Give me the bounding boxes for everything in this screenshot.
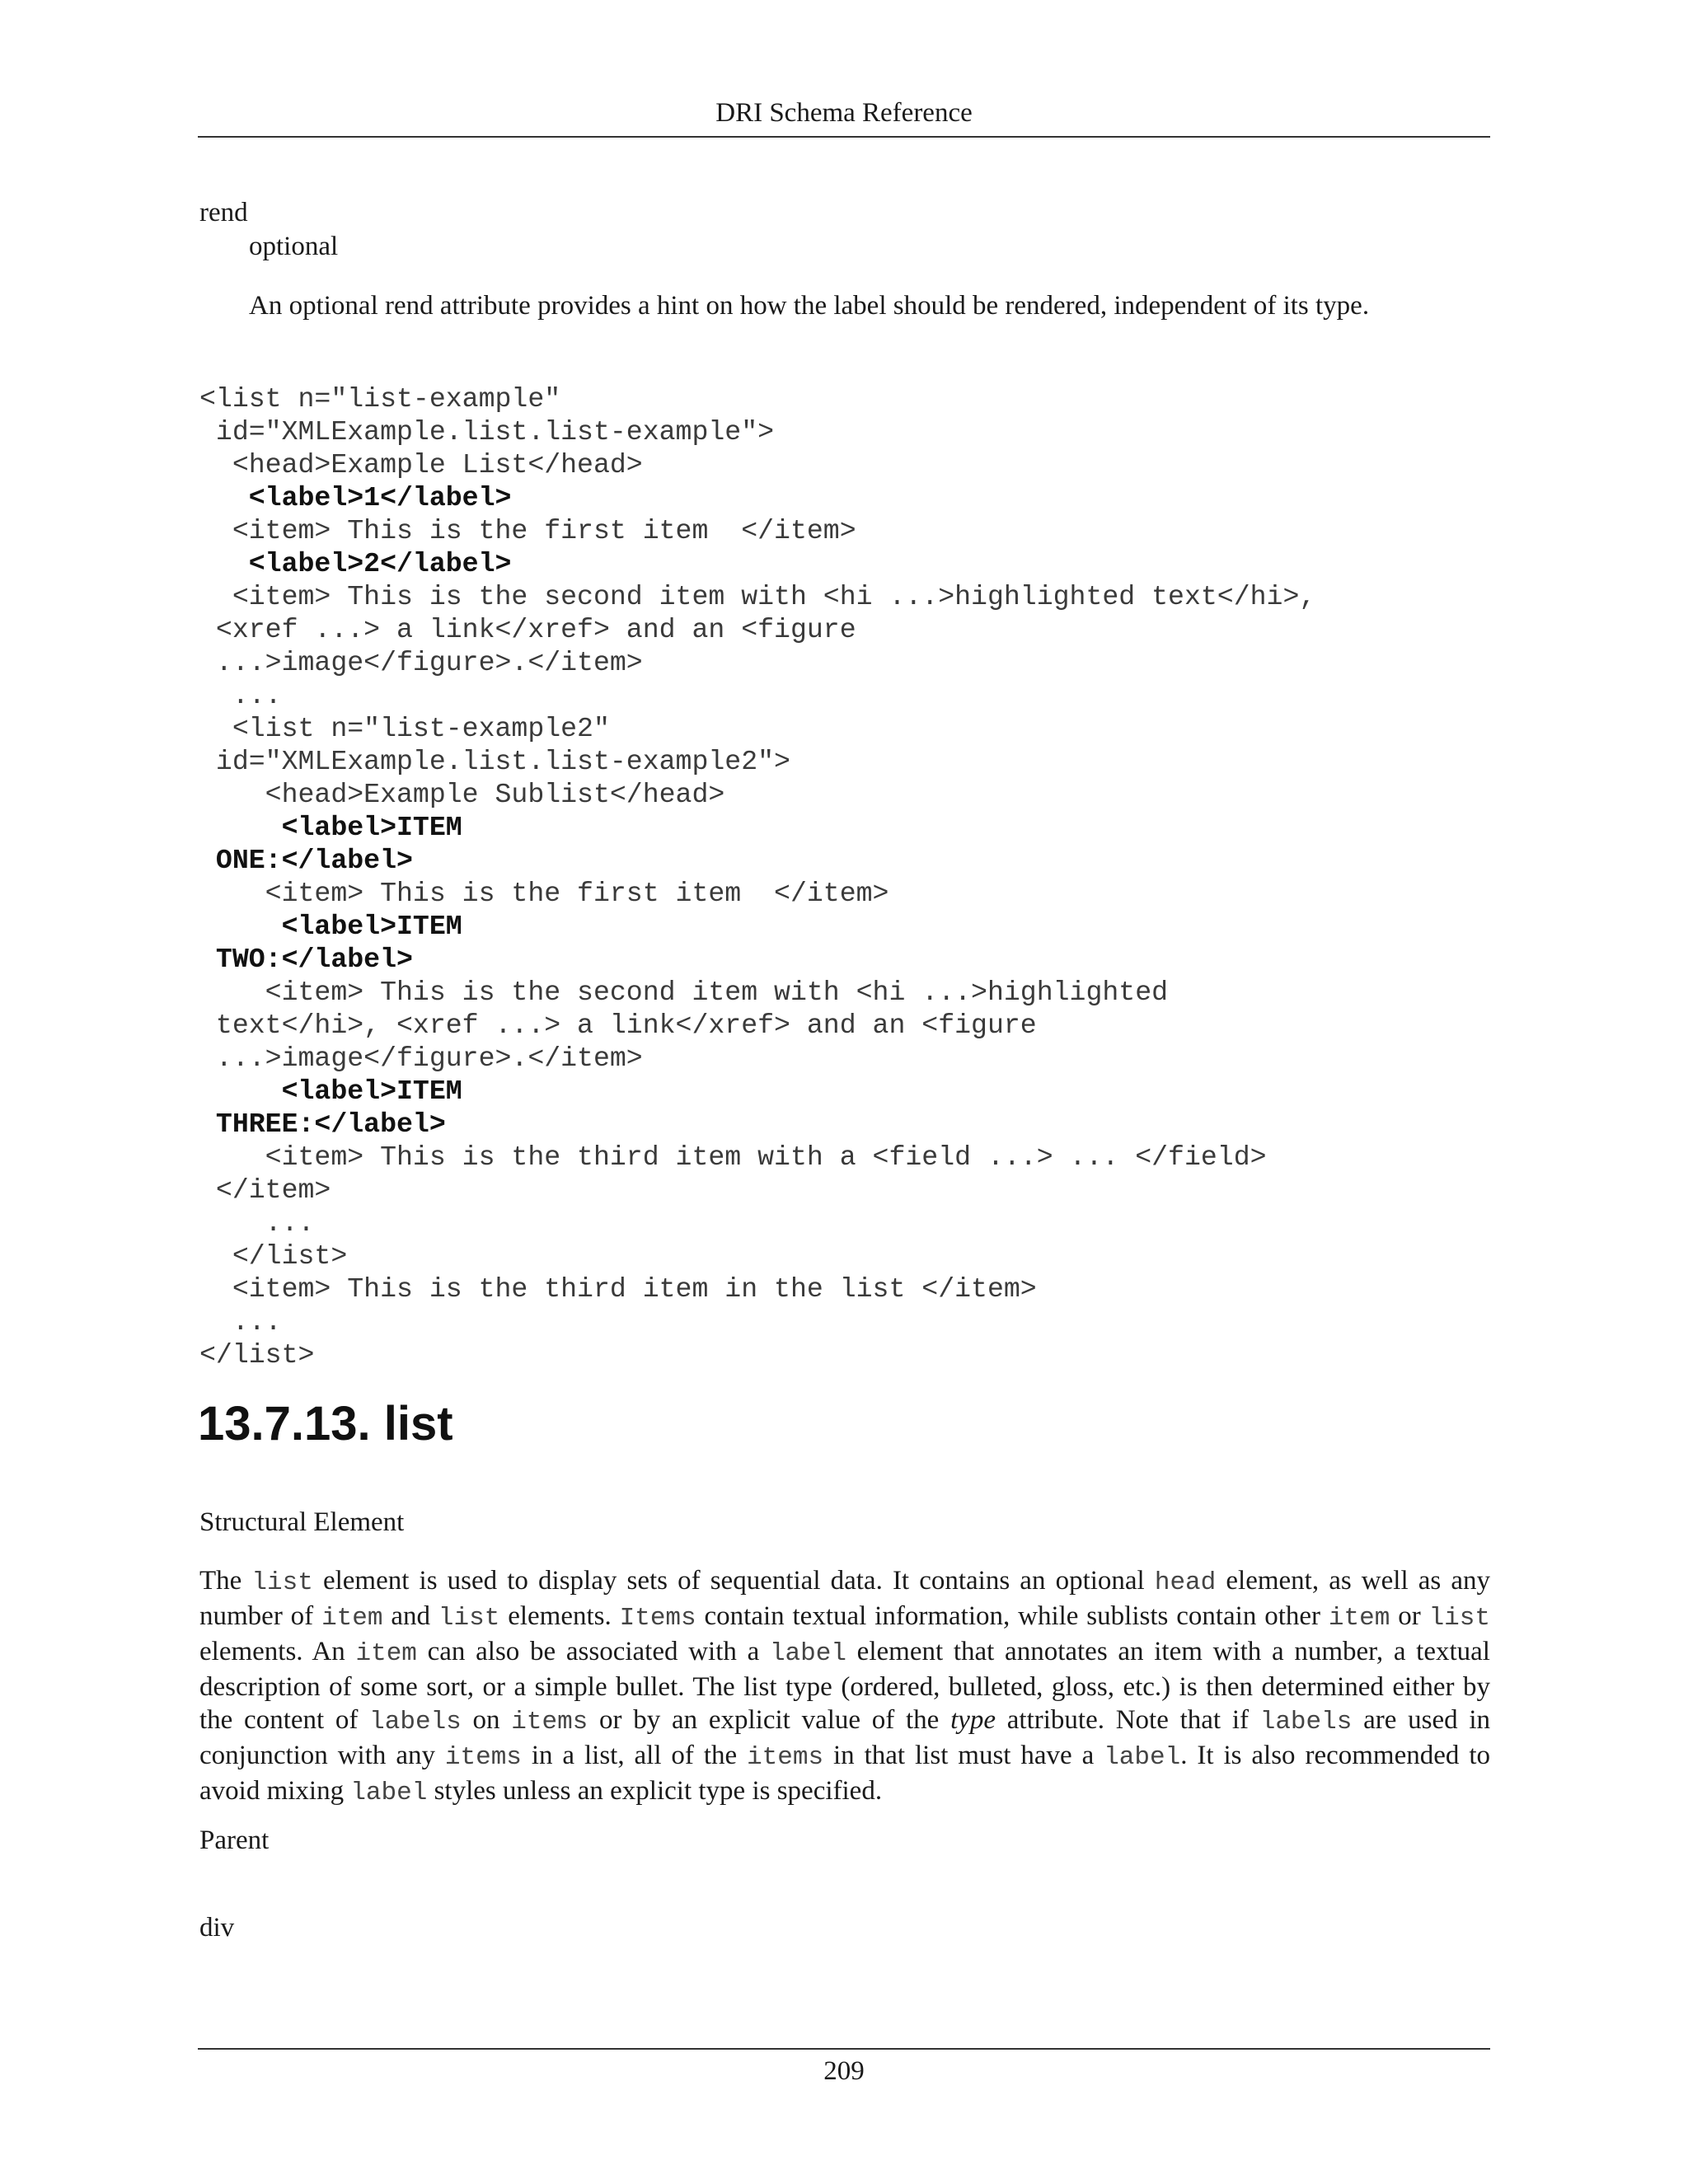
attribute-requirement: optional xyxy=(249,232,339,261)
inline-code: label xyxy=(1104,1743,1181,1772)
description-text: on xyxy=(461,1705,512,1735)
description-text: element is used to display sets of sequential data. It contains an optional xyxy=(312,1566,1155,1596)
description-text: type xyxy=(950,1705,996,1735)
code-line: <head>Example Sublist</head> xyxy=(199,779,725,810)
description-text: styles unless an explicit type is specified. xyxy=(427,1776,883,1806)
description-text: elements. An xyxy=(199,1637,356,1666)
code-line: </list> xyxy=(199,1240,348,1272)
inline-code: list xyxy=(1428,1604,1490,1633)
description-text: in a list, all of the xyxy=(521,1741,748,1770)
description-text: or by an explicit value of the xyxy=(588,1705,951,1735)
element-description xyxy=(199,1564,1490,1810)
code-line: ...>image</figure>.</item> xyxy=(199,1043,643,1074)
code-line: <item> This is the first item </item> xyxy=(199,878,889,909)
inline-code: items xyxy=(747,1743,824,1772)
inline-code: head xyxy=(1154,1568,1217,1597)
code-line: </item> xyxy=(199,1174,331,1206)
inline-code: items xyxy=(511,1708,588,1736)
code-line: TWO:</label> xyxy=(199,944,413,975)
description-text: contain textual information, while sublists contain other xyxy=(696,1601,1329,1631)
code-line: <label>ITEM xyxy=(199,911,462,942)
inline-code: label xyxy=(769,1639,846,1668)
description-text: are used in conjunction with any xyxy=(199,1705,1490,1770)
parent-label: Parent xyxy=(199,1825,270,1855)
attribute-description: An optional rend attribute provides a hint on how the label should be rendered, independent of its type. xyxy=(249,291,1370,321)
code-line: ... xyxy=(199,680,282,711)
inline-code: list xyxy=(251,1568,313,1597)
code-line: ...>image</figure>.</item> xyxy=(199,647,643,678)
code-line: THREE:</label> xyxy=(199,1108,446,1140)
description-text: attribute. Note that if xyxy=(996,1705,1260,1735)
code-line: <item> This is the second item with <hi ...>highlighted text</hi>, xyxy=(199,581,1316,612)
code-line: text</hi>, <xref ...> a link</xref> and an <figure xyxy=(199,1010,1037,1041)
parent-value: div xyxy=(199,1913,235,1943)
code-line: <label>ITEM xyxy=(199,1076,462,1107)
code-line: <item> This is the first item </item> xyxy=(199,515,856,546)
inline-code: labels xyxy=(1259,1708,1353,1736)
page-number: 209 xyxy=(823,2056,865,2086)
code-line: <label>1</label> xyxy=(199,482,512,513)
code-line: <item> This is the third item in the list </item> xyxy=(199,1273,1037,1305)
inline-code: item xyxy=(321,1604,383,1633)
description-text: or xyxy=(1390,1601,1429,1631)
description-text: element that annotates an item with a number, a textual description of some sort, or a simple bullet. The list type (ordered, bulleted, gloss, etc.) is then determined either by the content of xyxy=(199,1637,1490,1735)
attribute-name: rend xyxy=(199,198,248,227)
description-text: and xyxy=(382,1601,438,1631)
description-text: can also be associated with a xyxy=(416,1637,770,1666)
code-line: ... xyxy=(199,1207,315,1239)
section-heading: 13.7.13. list xyxy=(198,1397,453,1451)
inline-code: Items xyxy=(619,1604,696,1633)
code-line: <label>ITEM xyxy=(199,812,462,843)
description-text: elements. xyxy=(499,1601,620,1631)
code-line: id="XMLExample.list.list-example2"> xyxy=(199,746,790,777)
inline-code: items xyxy=(444,1743,522,1772)
inline-code: list xyxy=(438,1604,500,1633)
element-kind: Structural Element xyxy=(199,1507,405,1537)
code-line: <head>Example List</head> xyxy=(199,449,643,480)
code-line: <list n="list-example" xyxy=(199,383,561,415)
code-line: <item> This is the second item with <hi ...>highlighted xyxy=(199,977,1169,1008)
code-line: <xref ...> a link</xref> and an <figure xyxy=(199,614,856,645)
inline-code: item xyxy=(355,1639,417,1668)
code-line: <item> This is the third item with a <field ...> ... </field> xyxy=(199,1141,1267,1173)
header-rule xyxy=(198,136,1490,138)
inline-code: label xyxy=(350,1779,428,1807)
code-line: <label>2</label> xyxy=(199,548,512,579)
code-line: </list> xyxy=(199,1339,315,1371)
code-line: id="XMLExample.list.list-example"> xyxy=(199,416,775,448)
code-line: ONE:</label> xyxy=(199,845,413,876)
description-text: element, as well as any number of xyxy=(199,1566,1490,1631)
inline-code: labels xyxy=(369,1708,462,1736)
description-text: . It is also recommended to avoid mixing xyxy=(199,1741,1490,1806)
inline-code: item xyxy=(1328,1604,1390,1633)
running-header: DRI Schema Reference xyxy=(715,98,973,128)
description-text: The xyxy=(199,1566,252,1596)
xml-code-example xyxy=(199,382,1315,1371)
code-line: ... xyxy=(199,1306,282,1338)
code-line: <list n="list-example2" xyxy=(199,713,610,744)
description-text: in that list must have a xyxy=(823,1741,1104,1770)
